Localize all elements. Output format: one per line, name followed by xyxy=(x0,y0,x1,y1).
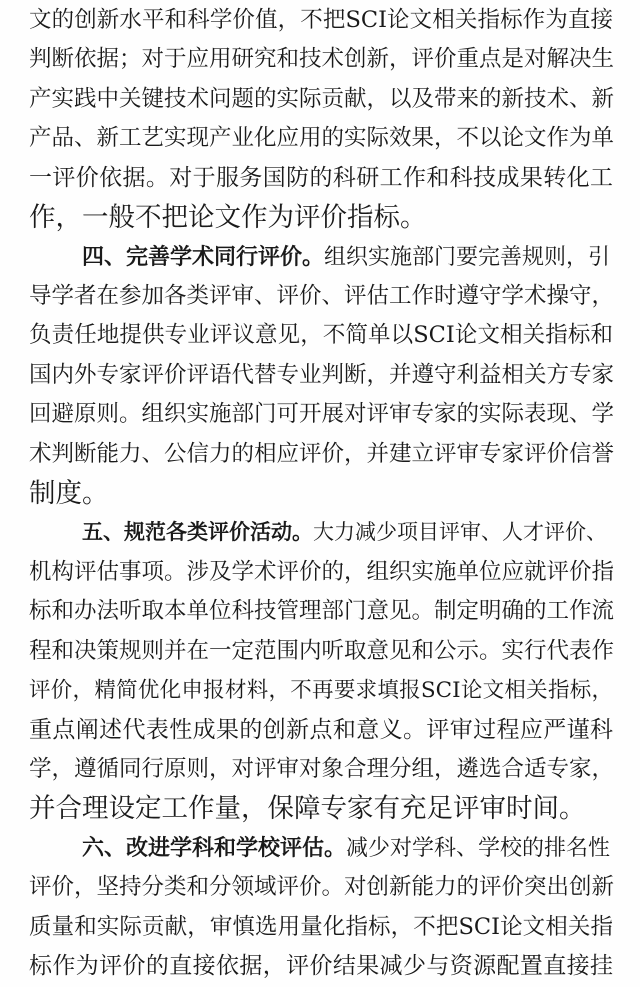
text-line: 产品、新工艺实现产业化应用的实际效果，不以论文作为单 xyxy=(29,125,615,151)
text-line: 标作为评价的直接依据，评价结果减少与资源配置直接挂 xyxy=(29,953,613,979)
section-4-first-line xyxy=(82,237,613,278)
text-line: 回避原则。组织实施部门可开展对评审专家的实际表现、学 xyxy=(29,401,615,427)
section-5-first-line xyxy=(82,512,613,553)
text-line: 判断依据；对于应用研究和技术创新，评价重点是对解决生 xyxy=(29,46,615,72)
text-line: 并合理设定工作量，保障专家有充足评审时间。 xyxy=(29,793,586,824)
section-5-heading: 五、规范各类评价活动。 xyxy=(82,520,313,544)
section-5-first-line-text: 大力减少项目评审、人才评价、 xyxy=(313,520,607,544)
text-line: 负责任地提供专业评议意见，不简单以SCI论文相关指标和 xyxy=(29,322,613,348)
text-line: 评价，精简优化申报材料，不再要求填报SCI论文相关指标， xyxy=(29,678,613,703)
text-line: 标和办法听取本单位科技管理部门意见。制定明确的工作流 xyxy=(29,598,615,624)
text-line: 一评价依据。对于服务国防的科研工作和科技成果转化工 xyxy=(29,165,613,191)
text-line: 文的创新水平和科学价值，不把SCI论文相关指标作为直接 xyxy=(29,7,613,33)
section-6-first-line-text: 减少对学科、学校的排名性 xyxy=(346,836,611,861)
text-line: 评价，坚持分类和分领域评价。对创新能力的评价突出创新 xyxy=(29,874,615,900)
text-line: 作，一般不把论文作为评价指标。 xyxy=(29,202,427,233)
text-line: 机构评估事项。涉及学术评价的，组织实施单位应就评价指 xyxy=(29,559,615,585)
text-line: 术判断能力、公信力的相应评价，并建立评审专家评价信誉 xyxy=(29,441,615,467)
text-line: 国内外专家评价评语代替专业判断，并遵守利益相关方专家 xyxy=(29,362,615,388)
text-line: 导学者在参加各类评审、评价、评估工作时遵守学术操守， xyxy=(29,283,615,309)
section-6-first-line xyxy=(82,828,613,869)
section-6-heading: 六、改进学科和学校评估。 xyxy=(82,836,347,861)
text-line: 质量和实际贡献，审慎选用量化指标，不把SCI论文相关指 xyxy=(29,914,613,940)
text-line: 制度。 xyxy=(29,478,109,509)
text-line: 学，遵循同行原则，对评审对象合理分组，遴选合适专家， xyxy=(29,756,615,782)
text-line: 重点阐述代表性成果的创新点和意义。评审过程应严谨科 xyxy=(29,717,613,743)
section-4-heading: 四、完善学术同行评价。 xyxy=(82,245,325,270)
text-line: 程和决策规则并在一定范围内听取意见和公示。实行代表作 xyxy=(29,638,615,664)
text-line: 产实践中关键技术问题的实际贡献，以及带来的新技术、新 xyxy=(29,86,615,112)
section-4-first-line-text: 组织实施部门要完善规则，引 xyxy=(324,245,611,270)
